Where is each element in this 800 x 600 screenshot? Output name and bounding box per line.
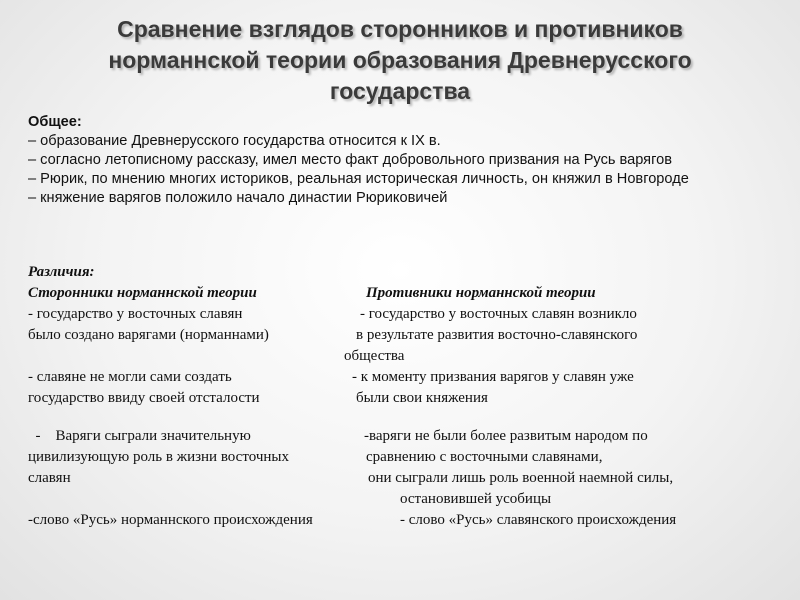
comparison-row [28,346,788,367]
opponents-text: общества [344,348,405,364]
common-item: – княжение варягов положило начало династии Рюриковичей [28,190,448,206]
comparison-row [28,304,788,325]
supporters-text: - славяне не могли сами создать [28,369,232,385]
supporters-text: государство ввиду своей отсталости [28,390,260,406]
slide-title [40,14,760,107]
comparison-row [28,447,788,468]
opponents-text: остановившей усобицы [400,491,552,507]
opponents-text: - государство у восточных славян возникло [360,306,637,322]
comparison-row [28,325,788,346]
opponents-text: -варяги не были более развитым народом по [364,428,648,444]
supporters-text: - Варяги сыграли значительную [28,428,251,444]
comparison-row [28,367,788,388]
common-heading: Общее: [28,114,82,130]
comparison-row [28,510,788,531]
supporters-column-header: Сторонники норманнской теории [28,285,257,301]
title-line-1: Сравнение взглядов сторонников и противников [117,16,683,42]
opponents-text: - слово «Русь» славянского происхождения [400,512,677,528]
comparison-row [28,489,788,510]
comparison-row [28,468,788,489]
column-headers [28,283,788,304]
supporters-text: было создано варягами (норманнами) [28,327,269,343]
common-item: – Рюрик, по мнению многих историков, реальная историческая личность, он княжил в Новгороде [28,171,689,187]
common-section [28,112,773,208]
title-line-2: норманнской теории образования Древнерусского [108,47,692,73]
opponents-column-header: Противники норманнской теории [366,285,596,301]
comparison-row [28,388,788,409]
comparison-row-spacer [28,409,788,426]
opponents-text: сравнению с восточными славянами, [366,449,603,465]
comparison-row [28,426,788,447]
supporters-text: цивилизующую роль в жизни восточных [28,449,289,465]
opponents-text: в результате развития восточно-славянского [356,327,638,343]
differences-section [28,262,788,531]
opponents-text: были свои княжения [356,390,488,406]
differences-heading: Различия: [28,264,95,280]
supporters-text: славян [28,470,71,486]
opponents-text: они сыграли лишь роль военной наемной силы, [368,470,674,486]
common-item: – согласно летописному рассказу, имел место факт добровольного призвания на Русь варягов [28,152,672,168]
common-item: – образование Древнерусского государства относится к IX в. [28,133,441,149]
title-line-3: государства [329,78,471,104]
supporters-text: -слово «Русь» норманнского происхождения [28,512,313,528]
opponents-text: - к моменту призвания варягов у славян уже [352,369,634,385]
supporters-text: - государство у восточных славян [28,306,243,322]
